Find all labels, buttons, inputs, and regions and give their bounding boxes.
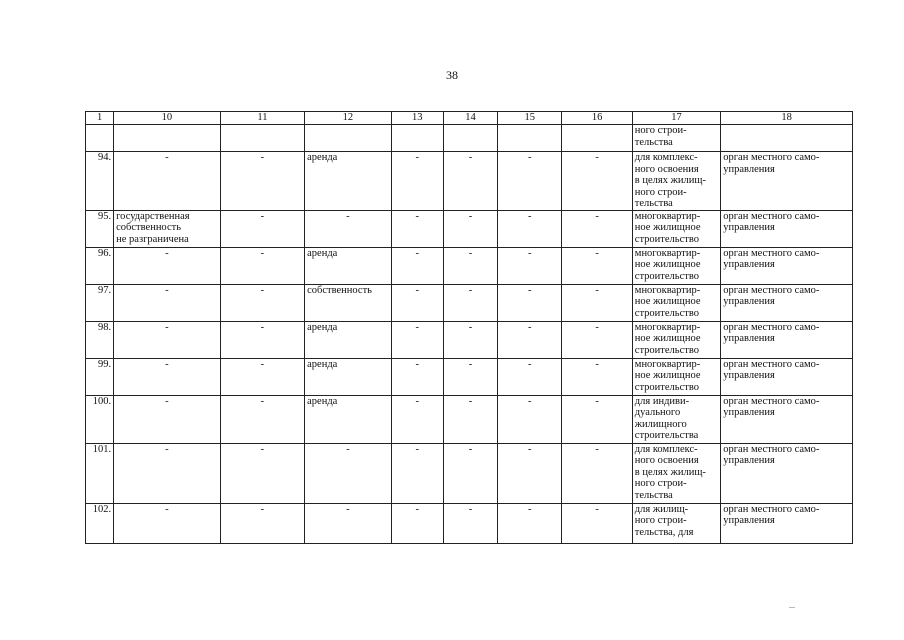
table-cell: -	[305, 443, 391, 503]
row-number-cell: 94.	[86, 152, 114, 211]
table-cell: -	[498, 210, 562, 247]
table-cell: -	[305, 210, 391, 247]
table-cell: орган местного само- управления	[721, 284, 853, 321]
table-cell: -	[220, 503, 304, 543]
table-cell: аренда	[305, 247, 391, 284]
table-cell: орган местного само- управления	[721, 395, 853, 443]
table-cell: -	[498, 503, 562, 543]
table-cell	[220, 125, 304, 152]
table-cell: -	[443, 358, 497, 395]
col-header-17: 17	[632, 112, 720, 125]
table-row	[86, 443, 853, 503]
table-cell: ного строи- тельства	[632, 125, 720, 152]
table-cell: -	[391, 210, 443, 247]
table-cell: -	[114, 284, 221, 321]
table-cell: -	[443, 210, 497, 247]
table-cell: -	[220, 395, 304, 443]
table-cell: аренда	[305, 395, 391, 443]
table-cell: -	[562, 284, 632, 321]
table-row	[86, 152, 853, 211]
table-row	[86, 210, 853, 247]
table-cell: -	[562, 395, 632, 443]
table-cell	[498, 125, 562, 152]
col-header-14: 14	[443, 112, 497, 125]
row-number-cell: 101.	[86, 443, 114, 503]
table-cell	[443, 125, 497, 152]
table-cell: -	[443, 247, 497, 284]
table-cell: -	[114, 358, 221, 395]
table-cell: орган местного само- управления	[721, 210, 853, 247]
table-cell: орган местного само- управления	[721, 247, 853, 284]
table-cell: -	[562, 503, 632, 543]
table-cell: -	[443, 395, 497, 443]
col-header-15: 15	[498, 112, 562, 125]
table-cell: многоквартир- ное жилищное строительство	[632, 210, 720, 247]
table-cell: -	[562, 247, 632, 284]
table-cell: -	[220, 358, 304, 395]
table-cell: -	[443, 443, 497, 503]
col-header-10: 10	[114, 112, 221, 125]
table-cell: государственная собственность не разграничена	[114, 210, 221, 247]
table-cell: -	[114, 247, 221, 284]
table-cell: -	[391, 503, 443, 543]
table-cell: орган местного само- управления	[721, 503, 853, 543]
table-cell	[305, 125, 391, 152]
row-number-cell	[86, 125, 114, 152]
table-cell: -	[562, 152, 632, 211]
row-number-cell: 97.	[86, 284, 114, 321]
table-cell: -	[562, 443, 632, 503]
col-header-11: 11	[220, 112, 304, 125]
row-number-cell: 100.	[86, 395, 114, 443]
table-cell: -	[391, 247, 443, 284]
table-row	[86, 503, 853, 543]
table-cell	[562, 125, 632, 152]
table-cell: многоквартир- ное жилищное строительство	[632, 247, 720, 284]
table-cell: -	[498, 247, 562, 284]
data-table	[85, 111, 853, 544]
row-number-cell: 98.	[86, 321, 114, 358]
table-row	[86, 125, 853, 152]
table-cell: орган местного само- управления	[721, 358, 853, 395]
table-cell: -	[498, 443, 562, 503]
row-number-cell: 99.	[86, 358, 114, 395]
row-number-cell: 95.	[86, 210, 114, 247]
table-cell: для жилищ- ного строи- тельства, для	[632, 503, 720, 543]
scan-mark	[789, 607, 795, 608]
col-header-1: 1	[86, 112, 114, 125]
header-row	[86, 112, 853, 125]
table-row	[86, 321, 853, 358]
table-cell: -	[220, 152, 304, 211]
table-cell: для индиви- дуального жилищного строительства	[632, 395, 720, 443]
table-cell: аренда	[305, 358, 391, 395]
table-cell: -	[220, 284, 304, 321]
table-cell: -	[498, 284, 562, 321]
table-row	[86, 358, 853, 395]
table-cell: для комплекс- ного освоения в целях жилищ- ного строи- тельства	[632, 152, 720, 211]
table-cell: -	[498, 395, 562, 443]
table-cell	[391, 125, 443, 152]
col-header-16: 16	[562, 112, 632, 125]
table-cell: многоквартир- ное жилищное строительство	[632, 321, 720, 358]
table-cell: -	[391, 443, 443, 503]
table-cell	[114, 125, 221, 152]
table-row	[86, 395, 853, 443]
table-cell: -	[391, 395, 443, 443]
col-header-18: 18	[721, 112, 853, 125]
table-cell: многоквартир- ное жилищное строительство	[632, 284, 720, 321]
table-cell: собственность	[305, 284, 391, 321]
table-cell: орган местного само- управления	[721, 152, 853, 211]
table-cell: -	[443, 503, 497, 543]
table-cell: -	[114, 395, 221, 443]
table-cell: -	[220, 443, 304, 503]
table-row	[86, 247, 853, 284]
col-header-12: 12	[305, 112, 391, 125]
table-cell: -	[498, 321, 562, 358]
table-cell: -	[391, 321, 443, 358]
table-cell: для комплекс- ного освоения в целях жилищ- ного строи- тельства	[632, 443, 720, 503]
table-cell	[721, 125, 853, 152]
row-number-cell: 96.	[86, 247, 114, 284]
table-cell: -	[562, 321, 632, 358]
table-cell: -	[220, 210, 304, 247]
table-cell: -	[498, 358, 562, 395]
table-cell: -	[498, 152, 562, 211]
table-cell: -	[562, 210, 632, 247]
table-cell: орган местного само- управления	[721, 321, 853, 358]
table-cell: -	[443, 152, 497, 211]
table-cell: аренда	[305, 321, 391, 358]
table-cell: -	[220, 321, 304, 358]
table-cell: -	[391, 284, 443, 321]
page-number: 38	[446, 68, 458, 82]
table-cell: -	[443, 284, 497, 321]
table-cell: -	[220, 247, 304, 284]
table-cell: -	[114, 152, 221, 211]
table-cell: многоквартир- ное жилищное строительство	[632, 358, 720, 395]
table-cell: -	[391, 152, 443, 211]
table-row	[86, 284, 853, 321]
table-cell: -	[391, 358, 443, 395]
table-cell: орган местного само- управления	[721, 443, 853, 503]
table-cell: -	[114, 443, 221, 503]
col-header-13: 13	[391, 112, 443, 125]
row-number-cell: 102.	[86, 503, 114, 543]
table-cell: -	[443, 321, 497, 358]
table-cell: -	[114, 321, 221, 358]
table-cell: -	[114, 503, 221, 543]
table-cell: -	[562, 358, 632, 395]
table-cell: -	[305, 503, 391, 543]
table-cell: аренда	[305, 152, 391, 211]
